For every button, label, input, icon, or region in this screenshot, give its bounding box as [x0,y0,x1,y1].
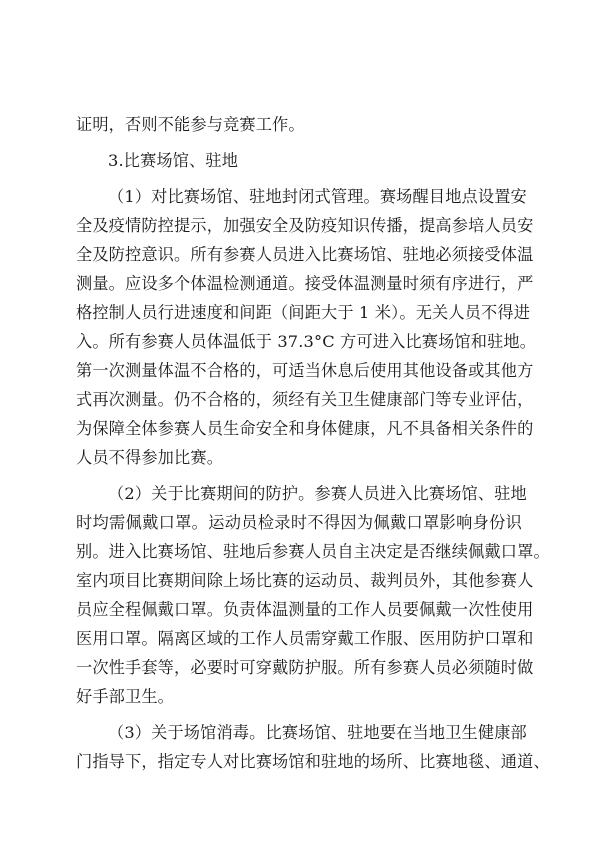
text-line: （1）对比赛场馆、驻地封闭式管理。赛场醒目地点设置安 [108,187,527,206]
text-line: 门指导下，指定专人对比赛场馆和驻地的场所、比赛地毯、通道、 [76,752,550,771]
text-line: 格控制人员行进速度和间距（间距大于 1 米）。无关人员不得进 [76,303,531,322]
text-line: 室内项目比赛期间除上场比赛的运动员、裁判员外，其他参赛人 [76,571,534,590]
text-line: 证明，否则不能参与竞赛工作。 [76,115,305,134]
text-line: （3）关于场馆消毒。比赛场馆、驻地要在当地卫生健康部 [108,723,527,742]
text-line: 入。所有参赛人员体温低于 37.3°C 方可进入比赛场馆和驻地。 [76,332,537,351]
text-line: 员应全程佩戴口罩。负责体温测量的工作人员要佩戴一次性使用 [76,600,534,619]
text-line: 一次性手套等，必要时可穿戴防护服。所有参赛人员必须随时做 [76,658,534,677]
text-line: 第一次测量体温不合格的，可适当休息后使用其他设备或其他方 [76,361,534,380]
body-text [76,110,550,776]
text-line: 人员不得参加比赛。 [76,448,224,467]
text-line: 时均需佩戴口罩。运动员检录时不得因为佩戴口罩影响身份识 [76,513,522,532]
section-heading: 3.比赛场馆、驻地 [108,151,239,170]
text-line: 好手部卫生。 [76,687,175,706]
text-line: 医用口罩。隔离区域的工作人员需穿戴工作服、医用防护口罩和 [76,629,534,648]
text-line: 别。进入比赛场馆、驻地后参赛人员自主决定是否继续佩戴口罩。 [76,542,550,561]
text-line: （2）关于比赛期间的防护。参赛人员进入比赛场馆、驻地 [108,484,527,503]
text-line: 式再次测量。仍不合格的，须经有关卫生健康部门等专业评估， [76,390,534,409]
text-line: 全及疫情防控提示，加强安全及防疫知识传播，提高参培人员安 [76,216,534,235]
text-line: 测量。应设多个体温检测通道。接受体温测量时须有序进行，严 [76,274,534,293]
text-line: 全及防控意识。所有参赛人员进入比赛场馆、驻地必须接受体温 [76,245,534,264]
text-line: 为保障全体参赛人员生命安全和身体健康，凡不具备相关条件的 [76,419,534,438]
